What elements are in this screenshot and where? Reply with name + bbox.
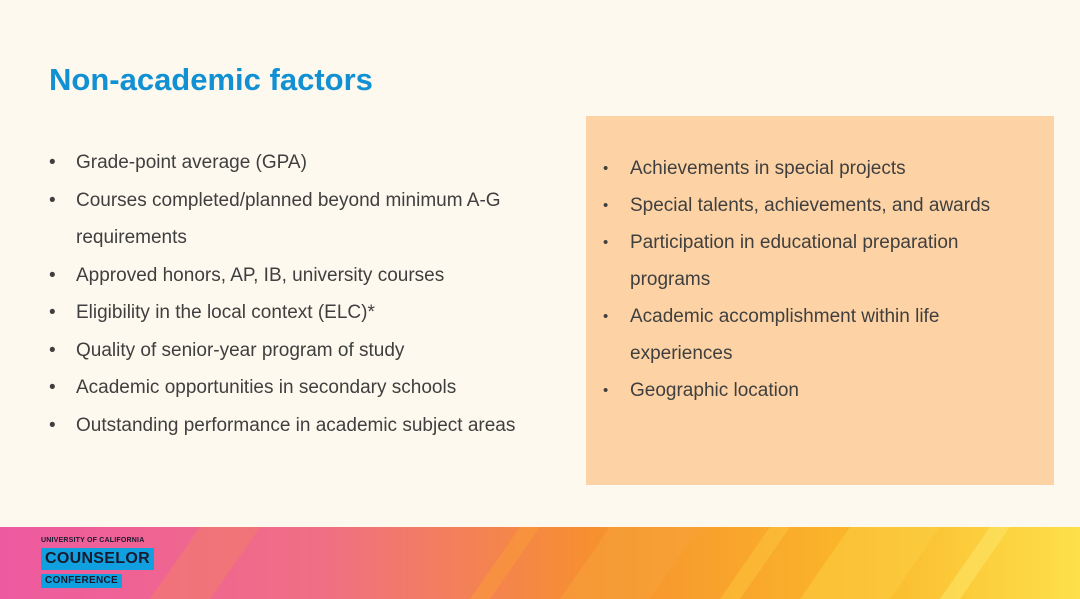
list-item: • Academic opportunities in secondary schools <box>49 369 569 407</box>
list-item: • Approved honors, AP, IB, university courses <box>49 257 569 295</box>
list-item: • Outstanding performance in academic subject areas <box>49 407 569 445</box>
list-item: • Special talents, achievements, and awards <box>603 187 1043 224</box>
list-item: • Geographic location <box>603 372 1043 409</box>
list-item: • Eligibility in the local context (ELC)* <box>49 294 569 332</box>
list-item: • Academic accomplishment within life experiences <box>603 298 1043 372</box>
footer-stripes-graphic <box>0 527 1080 599</box>
non-academic-factors-list <box>603 150 1043 409</box>
non-academic-factors-panel <box>586 116 1054 485</box>
list-item: • Achievements in special projects <box>603 150 1043 187</box>
list-item: • Courses completed/planned beyond minimum A-G requirements <box>49 182 569 257</box>
list-item: • Grade-point average (GPA) <box>49 144 569 182</box>
footer-gradient-band <box>0 527 1080 599</box>
logo-counselor-text: COUNSELOR <box>41 548 154 570</box>
logo-university-text: UNIVERSITY OF CALIFORNIA <box>41 537 145 544</box>
academic-factors-list <box>49 144 569 444</box>
list-item: • Quality of senior-year program of study <box>49 332 569 370</box>
logo-conference-text: CONFERENCE <box>41 574 122 588</box>
slide-title: Non-academic factors <box>49 62 373 97</box>
list-item: • Participation in educational preparation programs <box>603 224 1043 298</box>
counselor-conference-logo <box>41 536 156 588</box>
